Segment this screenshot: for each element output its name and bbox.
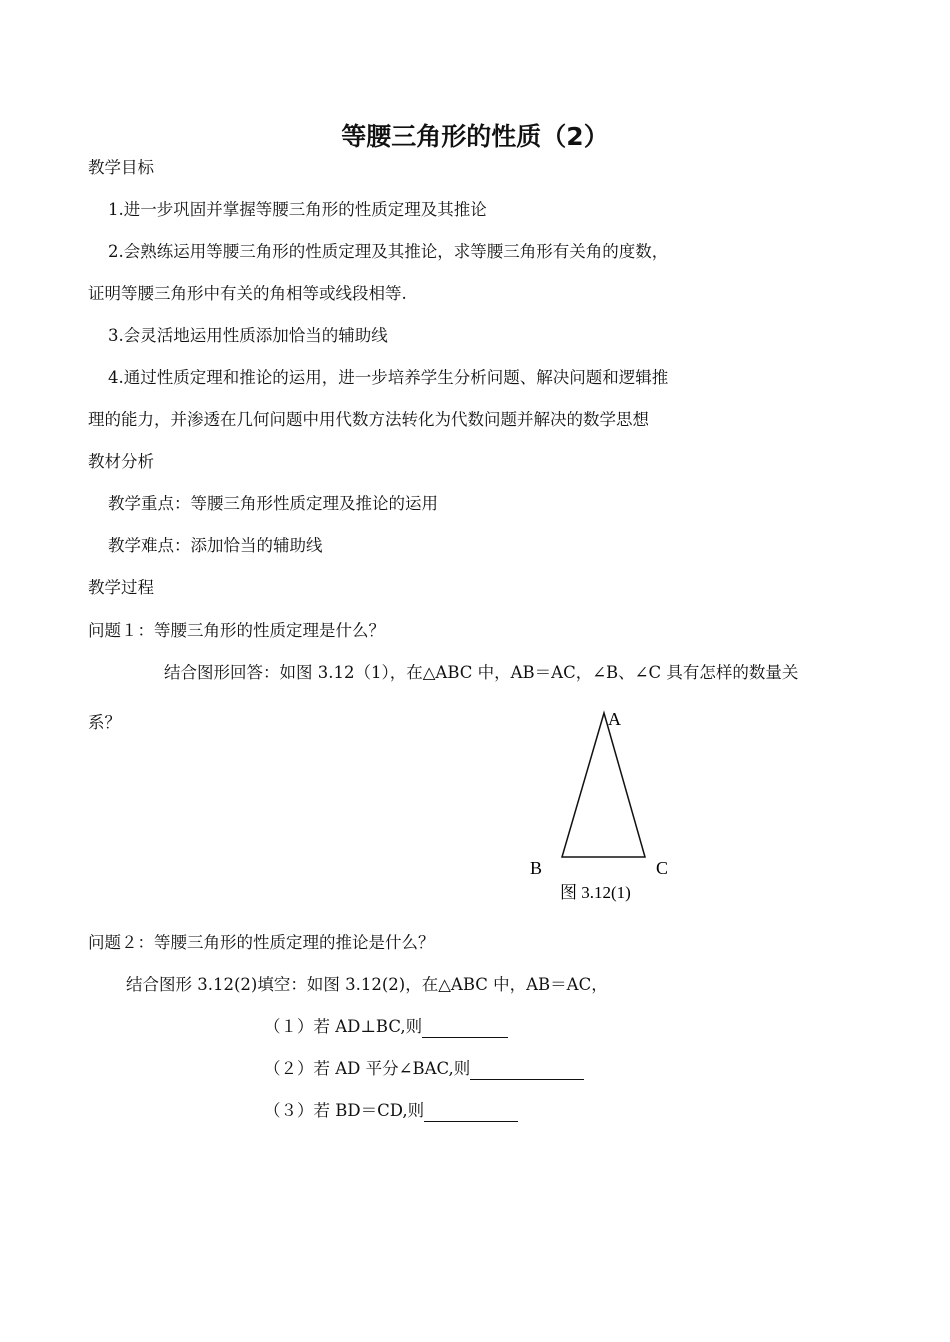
key-point: 教学重点：等腰三角形性质定理及推论的运用 (108, 494, 438, 513)
goal-item-1: 1.进一步巩固并掌握等腰三角形的性质定理及其推论 (108, 200, 487, 219)
answer-blank-2[interactable] (470, 1061, 584, 1080)
fill-in-item-1-text: （１）若 AD⊥BC,则 (264, 1017, 423, 1036)
difficulty-point: 教学难点：添加恰当的辅助线 (108, 536, 323, 555)
triangle-figure (520, 700, 690, 910)
goal-item-2-line-1: 2.会熟练运用等腰三角形的性质定理及其推论，求等腰三角形有关角的度数， (108, 242, 669, 261)
vertex-b-label: B (530, 858, 543, 878)
fill-in-item-3 (264, 1100, 518, 1122)
fill-in-item-2-text: （２）若 AD 平分∠BAC,则 (264, 1059, 471, 1078)
isosceles-triangle (562, 713, 645, 857)
question-1: 问题１：等腰三角形的性质定理是什么？ (88, 621, 385, 640)
question-2-prompt: 结合图形 3.12(2)填空：如图 3.12(2)，在△ABC 中，AB＝AC， (126, 975, 608, 994)
goals-heading: 教学目标 (88, 158, 154, 177)
fill-in-item-1 (264, 1016, 508, 1038)
goal-item-2-line-2: 证明等腰三角形中有关的角相等或线段相等. (88, 284, 407, 303)
answer-blank-1[interactable] (422, 1019, 508, 1038)
question-2: 问题２：等腰三角形的性质定理的推论是什么？ (88, 933, 435, 952)
fill-in-item-2 (264, 1058, 584, 1080)
figure-caption: 图 3.12(1) (560, 883, 631, 902)
vertex-c-label: C (656, 858, 669, 878)
goal-item-3: 3.会灵活地运用性质添加恰当的辅助线 (108, 326, 388, 345)
process-heading: 教学过程 (88, 578, 154, 597)
goal-item-4-line-2: 理的能力，并渗透在几何问题中用代数方法转化为代数问题并解决的数学思想 (88, 410, 649, 429)
goal-item-4-line-1: 4.通过性质定理和推论的运用，进一步培养学生分析问题、解决问题和逻辑推 (108, 368, 669, 387)
question-1-prompt-line-2: 系？ (88, 713, 121, 732)
analysis-heading: 教材分析 (88, 452, 154, 471)
vertex-a-label: A (608, 709, 621, 729)
fill-in-item-3-text: （３）若 BD＝CD,则 (264, 1101, 425, 1120)
page-title: 等腰三角形的性质（2） (341, 122, 609, 151)
answer-blank-3[interactable] (424, 1103, 518, 1122)
question-1-prompt-line-1: 结合图形回答：如图 3.12（1），在△ABC 中，AB＝AC，∠B、∠C 具有怎样的数量关 (164, 663, 799, 682)
